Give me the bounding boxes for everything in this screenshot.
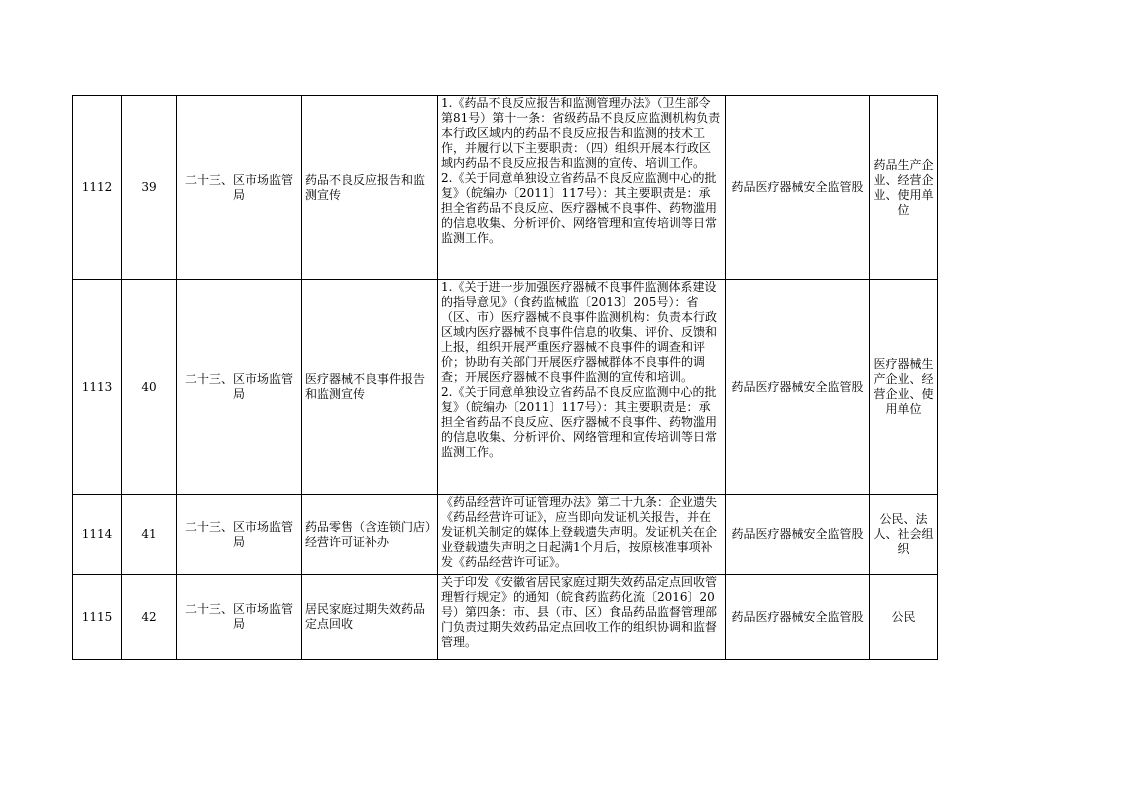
row-number-cell: 1114 [73,495,122,575]
legal-basis-cell [438,280,726,495]
table-row [73,575,938,660]
service-target-cell: 医疗器械生产企业、经营企业、使用单位 [870,280,938,495]
row-number-cell: 1115 [73,575,122,660]
table-row [73,96,938,280]
service-items-table [72,95,938,660]
legal-basis-cell [438,575,726,660]
table-row [73,280,938,495]
responsible-unit-cell: 药品医疗器械安全监管股 [726,575,870,660]
item-name-cell: 药品不良反应报告和监测宣传 [302,96,438,280]
legal-basis-paragraph: 1.《关于进一步加强医疗器械不良事件监测体系建设的指导意见》（食药监械监〔2013〕205号）：省（区、市）医疗器械不良事件监测机构：负责本行政区域内医疗器械不良事件信息的收集、评价、反馈和上报，组织开展严重医疗器械不良事件的调查和评价；协助有关部门开展医疗器械群体不良事件的调查；开展医疗器械不良事件监测的宣传和培训。 [441,280,718,384]
responsible-unit-cell: 药品医疗器械安全监管股 [726,96,870,280]
department-cell: 二十三、区市场监管局 [177,280,302,495]
sequence-cell: 42 [122,575,177,660]
item-name-cell: 居民家庭过期失效药品定点回收 [302,575,438,660]
table-row [73,495,938,575]
department-cell: 二十三、区市场监管局 [177,96,302,280]
legal-basis-paragraph: 2.《关于同意单独设立省药品不良反应监测中心的批复》（皖编办〔2011〕117号）：其主要职责是：承担全省药品不良反应、医疗器械不良事件、药物滥用的信息收集、分析评价、网络管理和宣传培训等日常监测工作。 [441,385,718,459]
legal-basis-paragraph: 1.《药品不良反应报告和监测管理办法》（卫生部令第81号）第十一条：省级药品不良反应监测机构负责本行政区域内的药品不良反应报告和监测的技术工作，并履行以下主要职责：（四）组织开展本行政区域内药品不良反应报告和监测的宣传、培训工作。 [441,96,721,170]
sequence-cell: 39 [122,96,177,280]
service-target-cell: 公民、法人、社会组织 [870,495,938,575]
responsible-unit-cell: 药品医疗器械安全监管股 [726,495,870,575]
department-cell: 二十三、区市场监管局 [177,575,302,660]
row-number-cell: 1112 [73,96,122,280]
legal-basis-cell [438,96,726,280]
legal-basis-paragraph: 《药品经营许可证管理办法》第二十九条：企业遗失《药品经营许可证》，应当即向发证机关报告，并在发证机关制定的媒体上登载遗失声明。发证机关在企业登载遗失声明之日起满1个月后，按原核准事项补发《药品经营许可证》。 [441,495,718,569]
item-name-cell: 医疗器械不良事件报告和监测宣传 [302,280,438,495]
responsible-unit-cell: 药品医疗器械安全监管股 [726,280,870,495]
service-target-cell: 药品生产企业、经营企业、使用单位 [870,96,938,280]
service-target-cell: 公民 [870,575,938,660]
legal-basis-paragraph: 2.《关于同意单独设立省药品不良反应监测中心的批复》（皖编办〔2011〕117号）：其主要职责是：承担全省药品不良反应、医疗器械不良事件、药物滥用的信息收集、分析评价、网络管理和宣传培训等日常监测工作。 [441,171,718,245]
legal-basis-cell [438,495,726,575]
sequence-cell: 41 [122,495,177,575]
row-number-cell: 1113 [73,280,122,495]
sequence-cell: 40 [122,280,177,495]
legal-basis-paragraph: 关于印发《安徽省居民家庭过期失效药品定点回收管理暂行规定》的通知（皖食药监药化流〔2016〕20号）第四条：市、县（市、区）食品药品监督管理部门负责过期失效药品定点回收工作的组织协调和监督管理。 [441,575,718,649]
department-cell: 二十三、区市场监管局 [177,495,302,575]
item-name-cell: 药品零售（含连锁门店）经营许可证补办 [302,495,438,575]
